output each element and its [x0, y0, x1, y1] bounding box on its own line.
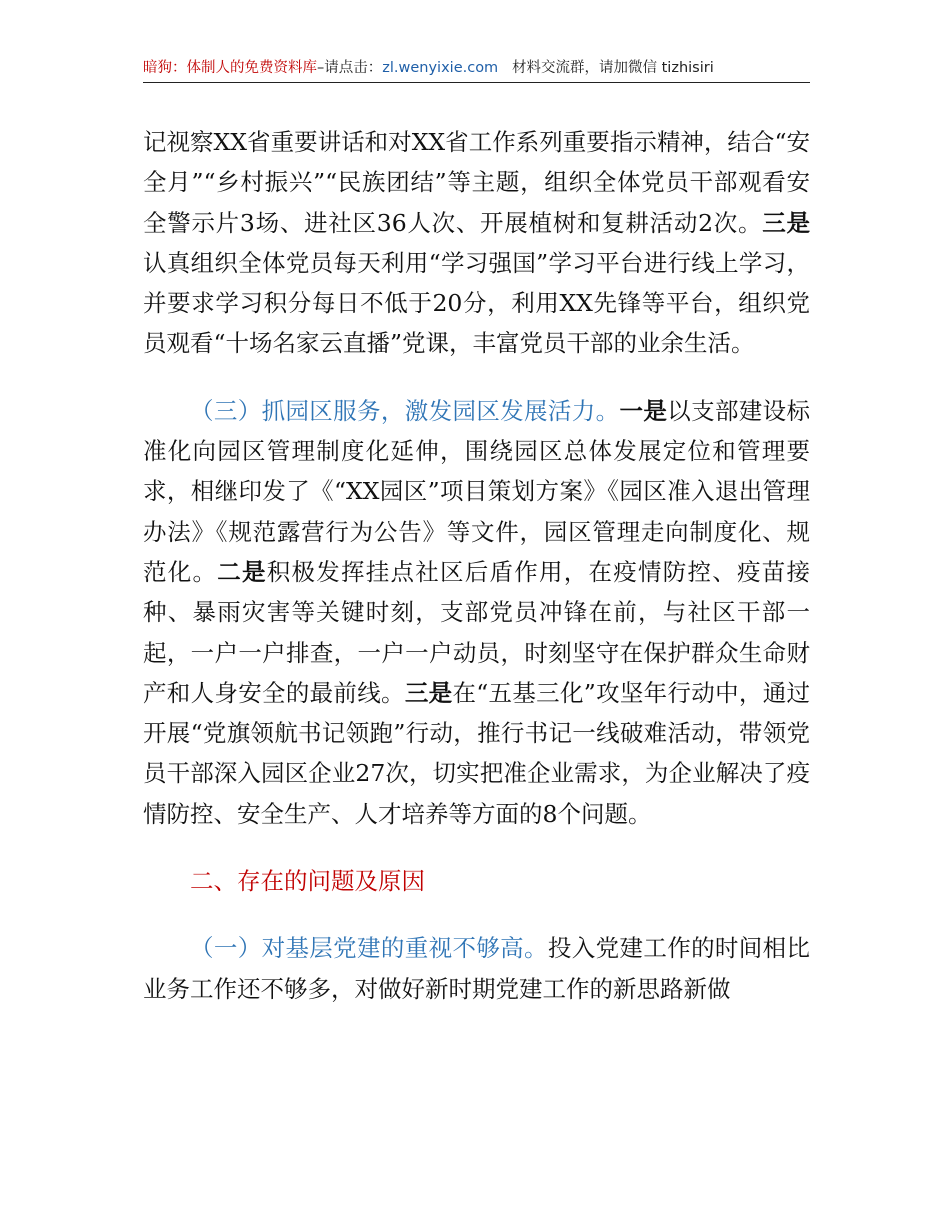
paragraph-text: 投入党建工作的时间相比业务工作还不够多，对做好新时期党建工作的新思路新做	[143, 934, 811, 1003]
paragraph-text: 认真组织全体党员每天利用“学习强国”学习平台进行线上学习，并要求学习积分每日不低于20分，利用XX先锋等平台，组织党员观看“十场名家云直播”党课，丰富党员干部的业余生活。	[143, 248, 810, 358]
section-title: （三）抓园区服务，激发园区发展活力。	[190, 396, 620, 425]
point-label: 三是	[762, 208, 810, 237]
header-url-link[interactable]: zl.wenyixie.com	[382, 60, 499, 76]
header-click-prompt: –请点击：	[317, 60, 383, 76]
section-title: （一）对基层党建的重视不够高。	[190, 934, 548, 963]
header-site-label: 暗狗：体制人的免费资料库	[143, 60, 317, 76]
paragraph-text: 积极发挥挂点社区后盾作用，在疫情防控、疫苗接种、暴雨灾害等关键时刻，支部党员冲锋在前，与社区干部一起，一户一户排查，一户一户动员，时刻坚守在保护群众生命财产和人身安全的最前线。	[143, 557, 810, 707]
document-body	[143, 122, 810, 1009]
section-heading: 二、存在的问题及原因	[190, 867, 425, 896]
paragraph-text: 以支部建设标准化向园区管理制度化延伸，围绕园区总体发展定位和管理要求，相继印发了《“XX园区”项目策划方案》《园区准入退出管理办法》《规范露营行为公告》等文件，园区管理走向制度化、规范化。	[143, 396, 811, 586]
paragraph-text: 记视察XX省重要讲话和对XX省工作系列重要指示精神，结合“安全月”“乡村振兴”“民族团结”等主题，组织全体党员干部观看安全警示片3场、进社区36人次、开展植树和复耕活动2次。	[143, 128, 810, 237]
paragraph-text: 在“五基三化”攻坚年行动中，通过开展“党旗领航书记领跑”行动，推行书记一线破难活动，带领党员干部深入园区企业27次，切实把准企业需求，为企业解决了疫情防控、安全生产、人才培养等方面的8个问题。	[143, 678, 811, 828]
point-label: 三是	[404, 678, 453, 707]
point-label: 一是	[619, 396, 668, 425]
heading-problems	[143, 861, 810, 901]
section-park-service	[143, 391, 810, 834]
point-label: 二是	[217, 557, 267, 586]
header-divider	[143, 82, 810, 83]
page-header	[143, 58, 810, 78]
paragraph-continuation	[143, 122, 810, 364]
section-party-building	[143, 928, 810, 1009]
header-group-note: 材料交流群，请加微信 tizhisiri	[512, 60, 714, 76]
